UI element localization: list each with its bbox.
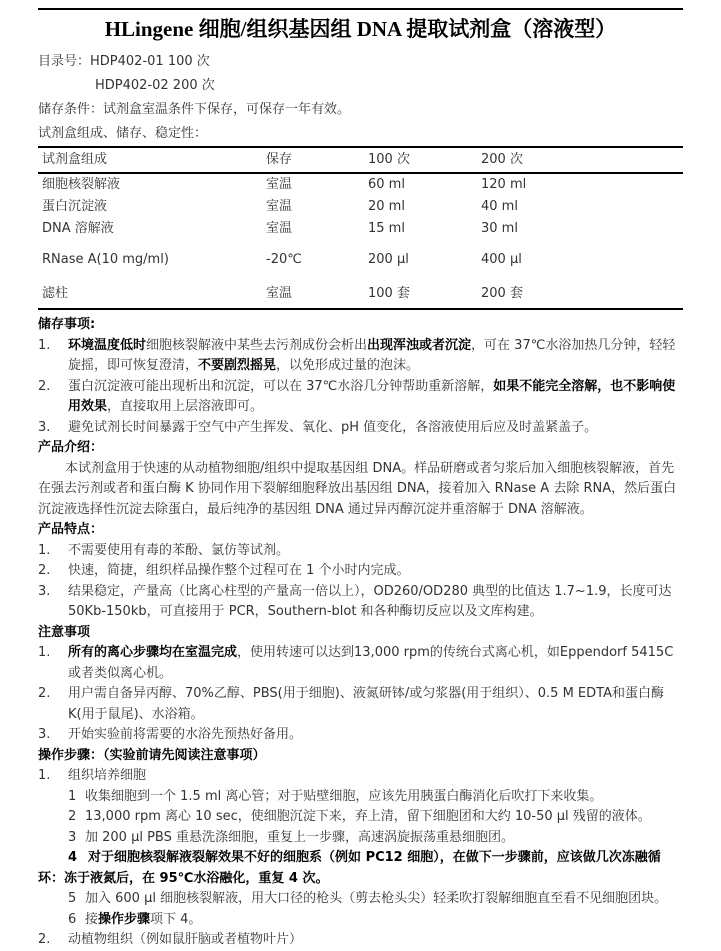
substep-text: 对于细胞核裂解液裂解效果不好的细胞系（例如 PC12 细胞），在做下一步骤前，应该做几次冻融循环：冻于液氮后，在 95℃水浴融化，重复 4 次。 [38,850,661,886]
storage-condition-line: 储存条件：试剂盒室温条件下保存，可保存一年有效。 [38,102,351,117]
procedure-step-1 [38,766,683,787]
item-number: 1. [38,768,51,783]
substep-text: 加 200 μl PBS 重悬洗涤细胞，重复上一步骤，高速涡旋振荡重悬细胞团。 [85,829,515,845]
item-number: 2. [38,378,51,394]
item-text: 快速，简捷，组织样品操作整个过程可在 1 个小时内完成。 [68,563,410,578]
cell-200x: 200 套 [481,286,523,301]
kit-components-table [38,146,683,310]
col-header-component: 试剂盒组成 [38,147,266,173]
item-text: 开始实验前将需要的水浴先预热好备用。 [68,727,303,742]
text-segment: 所有的离心步骤均在室温完成 [68,645,238,660]
cell-storage: 室温 [266,286,293,301]
text-segment: 不要剧烈摇晃 [198,358,277,373]
list-item [38,725,683,746]
text-segment: 细胞核裂解液中某些去污剂成份会析出 [146,337,368,353]
cell-storage: 室温 [266,199,293,214]
section-precautions [38,623,683,746]
substep-3 [68,828,683,849]
cell-component: 蛋白沉淀液 [42,199,108,214]
text-segment: 出现浑浊或者沉淀 [367,337,472,353]
table-row [38,274,683,309]
list-item [38,418,683,439]
item-number: 1. [38,645,51,660]
substep-number: 5 [68,891,77,906]
procedure-step-2 [38,930,683,951]
substep-text: 加入 600 μl 细胞核裂解液，用大口径的枪头（剪去枪头尖）轻柔吹打裂解细胞直至看不见细胞团块。 [85,891,668,906]
cell-100x: 20 ml [368,199,405,214]
substep-1 [68,787,683,808]
item-text: 用户需自备异丙醇、70%乙醇、PBS(用于细胞)、液氮研钵/或匀浆器(用于组织）、0.5 M EDTA和蛋白酶K(用于鼠尾)、水浴箱。 [68,686,664,722]
cell-component: DNA 溶解液 [42,221,114,236]
item-number: 2. [38,563,51,578]
catalog-item-1: HDP402-01 100 次 [90,54,210,69]
table-row [38,218,683,240]
item-text: 动植物组织（例如鼠肝脑或者植物叶片） [68,932,303,947]
item-text [68,336,683,377]
cell-100x: 200 μl [368,252,409,267]
item-number: 2. [38,686,51,701]
col-header-100x: 100 次 [368,147,481,173]
substep-number: 2 [68,809,77,824]
substep-6 [68,910,683,931]
kit-table-caption: 试剂盒组成、储存、稳定性： [38,126,208,141]
item-number: 3. [38,583,51,599]
document-meta [38,50,683,146]
table-header-row [38,147,683,173]
cell-200x: 40 ml [481,199,518,214]
list-item [38,684,683,725]
cell-component: 滤柱 [42,286,69,301]
text-segment: ，可在 37℃水浴加热几分钟，轻轻旋摇，即可恢复澄清， [68,337,676,373]
table-row [38,173,683,196]
list-item [38,336,683,377]
section-product-intro [38,438,683,520]
substep-number: 6 [68,911,77,927]
catalog-label: 目录号： [38,54,91,69]
substep-5 [68,889,683,910]
item-number: 2. [38,932,51,947]
text-segment: 蛋白沉淀液可能出现析出和沉淀，可以在 37℃水浴几分钟帮助重新溶解， [68,378,494,394]
section-label: 操作步骤：（实验前请先阅读注意事项） [38,747,266,763]
item-text: 避免试剂长时间暴露于空气中产生挥发、氧化、pH 值变化，各溶液使用后应及时盖紧盖子。 [68,419,598,435]
table-row [38,240,683,274]
substep-4 [38,848,683,889]
document-page [0,8,721,947]
list-item [38,643,683,684]
section-procedure [38,746,683,951]
item-text [68,643,683,684]
substep-number: 3 [68,829,77,845]
section-storage-notes [38,315,683,438]
col-header-storage: 保存 [266,147,368,173]
intro-paragraph: 本试剂盒用于快速的从动植物细胞/组织中提取基因组 DNA。样品研磨或者匀浆后加入细胞核裂解液，首先在强去污剂或者和蛋白酶 K 协同作用下裂解细胞释放出基因组 DNA，接着加入 RNase A 去除 RNA，然后蛋白沉淀液选择性沉淀去除蛋白，最后纯净的基因组 DNA 通过异丙醇沉淀并重溶解于 DNA 溶解液。 [38,460,677,517]
text-segment: ，直接取用上层溶液即可。 [107,399,264,414]
item-text [68,377,683,418]
item-number: 1. [38,337,51,353]
substep-text [85,910,201,931]
header-rule [38,8,683,10]
list-item [38,377,683,418]
text-segment: ，以免形成过量的泡沫。 [276,358,420,373]
page-title: HLingene 细胞/组织基因组 DNA 提取试剂盒（溶液型） [104,17,617,41]
text-segment: 接 [85,911,99,927]
cell-200x: 30 ml [481,221,518,236]
cell-100x: 100 套 [368,286,410,301]
cell-storage: 室温 [266,221,293,236]
text-segment: 环境温度低时 [68,337,147,353]
section-label: 产品介绍： [38,440,104,455]
table-row [38,196,683,218]
text-segment: 操作步骤 [98,911,151,927]
substep-number: 1 [68,788,77,804]
cell-200x: 120 ml [481,177,527,192]
text-segment: ，使用转速可以达到13,000 rpm的传统台式离心机，如Eppendorf 5415C 或者类似离心机。 [68,645,674,681]
section-label: 注意事项 [38,624,91,640]
cell-component: 细胞核裂解液 [42,177,121,192]
item-number: 3. [38,727,51,742]
col-header-200x: 200 次 [481,147,683,173]
cell-100x: 15 ml [368,221,405,236]
item-number: 3. [38,419,51,435]
item-text: 不需要使用有毒的苯酚、氯仿等试剂。 [68,542,290,558]
catalog-line-1 [38,50,683,74]
text-segment: 如果不能完全溶解，也不影响使用效果 [68,378,676,414]
cell-100x: 60 ml [368,177,405,192]
item-text: 组织培养细胞 [68,768,147,783]
cell-200x: 400 μl [481,252,522,267]
item-text: 结果稳定，产量高（比离心柱型的产量高一倍以上），OD260/OD280 典型的比值达 1.7~1.9，长度可达 50Kb-150kb，可直接用于 PCR，Southern-blot 和各种酶切反应以及文库构建。 [68,583,672,619]
cell-storage: -20℃ [266,252,302,267]
section-product-features [38,520,683,623]
section-label: 产品特点： [38,522,104,537]
substep-text: 13,000 rpm 离心 10 sec，使细胞沉淀下来，弃上清，留下细胞团和大约 10-50 μl 残留的液体。 [85,809,651,824]
text-segment: 项下 4。 [150,911,202,927]
item-number: 1. [38,542,51,558]
list-item [38,561,683,582]
section-label: 储存事项: [38,317,96,332]
cell-storage: 室温 [266,177,293,192]
cell-component: RNase A(10 mg/ml) [42,252,169,267]
substep-2 [68,807,683,828]
substep-text: 收集细胞到一个 1.5 ml 离心管；对于贴壁细胞，应该先用胰蛋白酶消化后吹打下来收集。 [85,788,603,804]
substep-number: 4 [68,850,78,865]
list-item [38,582,683,623]
list-item [38,541,683,562]
catalog-line-2: HDP402-02 200 次 [95,78,215,93]
